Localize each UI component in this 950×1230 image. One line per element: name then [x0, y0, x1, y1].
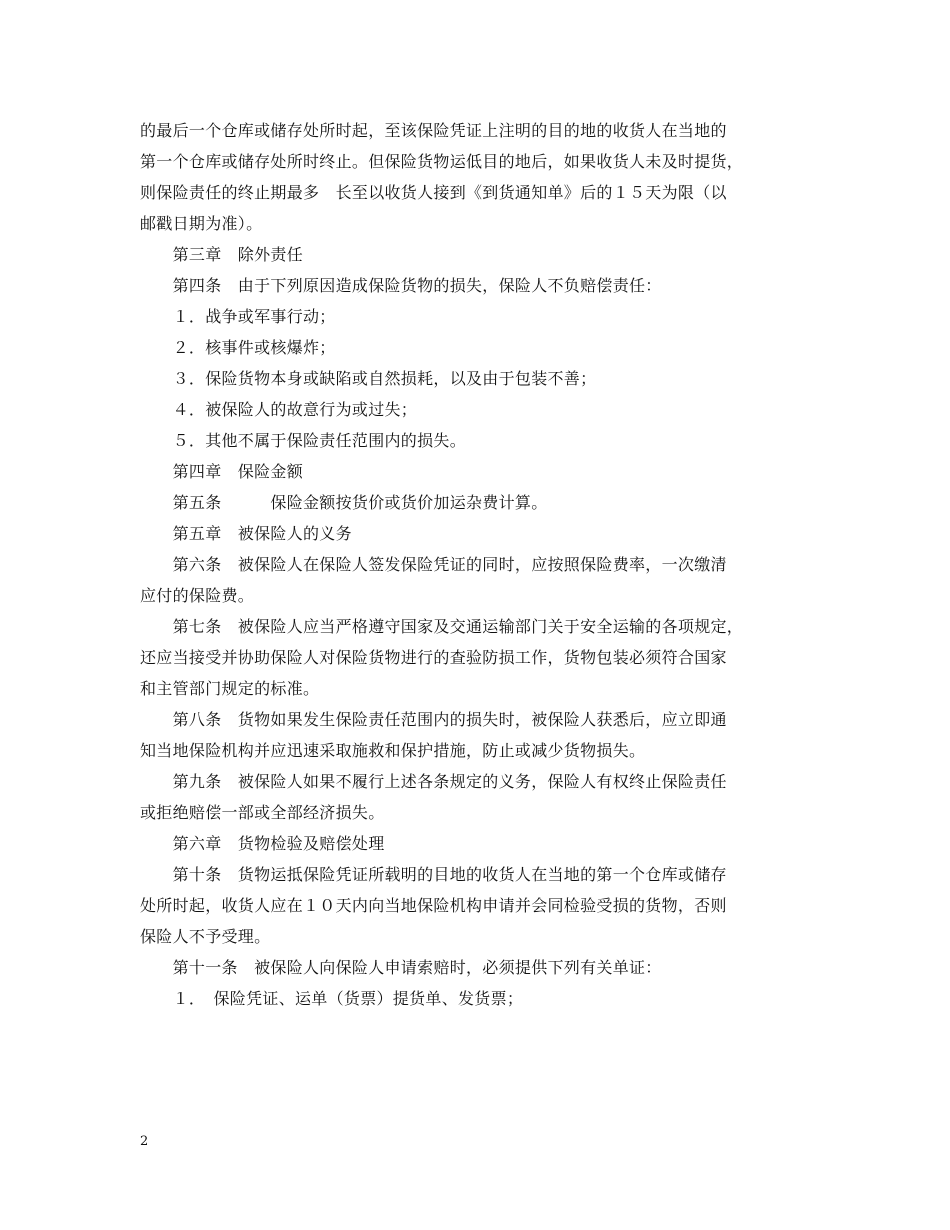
chapter-heading: 第五章 被保险人的义务 [140, 524, 352, 543]
article-line: 第九条 被保险人如果不履行上述各条规定的义务，保险人有权终止保险责任 [140, 772, 727, 791]
text-line: 的最后一个仓库或储存处所时起，至该保险凭证上注明的目的地的收货人在当地的 [140, 121, 727, 140]
article-line: 第七条 被保险人应当严格遵守国家及交通运输部门关于安全运输的各项规定， [140, 617, 744, 636]
article-line: 第八条 货物如果发生保险责任范围内的损失时，被保险人获悉后，应立即通 [140, 710, 727, 729]
article-line: 第六条 被保险人在保险人签发保险凭证的同时，应按照保险费率，一次缴清 [140, 555, 727, 574]
text-line: 保险人不予受理。 [140, 927, 271, 946]
article-line: 第四条 由于下列原因造成保险货物的损失，保险人不负赔偿责任： [140, 276, 662, 295]
text-line: 则保险责任的终止期最多 长至以收货人接到《到货通知单》后的１５天为限（以 [140, 183, 727, 202]
text-line: 知当地保险机构并应迅速采取施救和保护措施，防止或减少货物损失。 [140, 741, 646, 760]
list-item: ２．核事件或核爆炸； [140, 338, 336, 357]
text-line: 处所时起，收货人应在１０天内向当地保险机构申请并会同检验受损的货物，否则 [140, 896, 727, 915]
text-line: 第一个仓库或储存处所时终止。但保险货物运低目的地后，如果收货人未及时提货， [140, 152, 744, 171]
list-item: ５．其他不属于保险责任范围内的损失。 [140, 431, 467, 450]
list-item: ４．被保险人的故意行为或过失； [140, 400, 418, 419]
chapter-heading: 第三章 除外责任 [140, 245, 304, 264]
text-line: 和主管部门规定的标准。 [140, 679, 320, 698]
page-number: 2 [140, 1134, 149, 1149]
list-item: １． 保险凭证、运单（货票）提货单、发货票； [140, 989, 524, 1008]
chapter-heading: 第六章 货物检验及赔偿处理 [140, 834, 385, 853]
text-line: 应付的保险费。 [140, 586, 255, 605]
text-line: 还应当接受并协助保险人对保险货物进行的查验防损工作，货物包装必须符合国家 [140, 648, 727, 667]
article-line: 第十一条 被保险人向保险人申请索赔时，必须提供下列有关单证： [140, 958, 662, 977]
article-line: 第十条 货物运抵保险凭证所载明的目地的收货人在当地的第一个仓库或储存 [140, 865, 727, 884]
chapter-heading: 第四章 保险金额 [140, 462, 304, 481]
body-text [140, 115, 812, 1014]
text-line: 邮戳日期为准）。 [140, 214, 263, 233]
list-item: ３．保险货物本身或缺陷或自然损耗，以及由于包装不善； [140, 369, 597, 388]
list-item: １．战争或军事行动； [140, 307, 336, 326]
text-line: 或拒绝赔偿一部或全部经济损失。 [140, 803, 385, 822]
article-line: 第五条 保险金额按货价或货价加运杂费计算。 [140, 493, 548, 512]
